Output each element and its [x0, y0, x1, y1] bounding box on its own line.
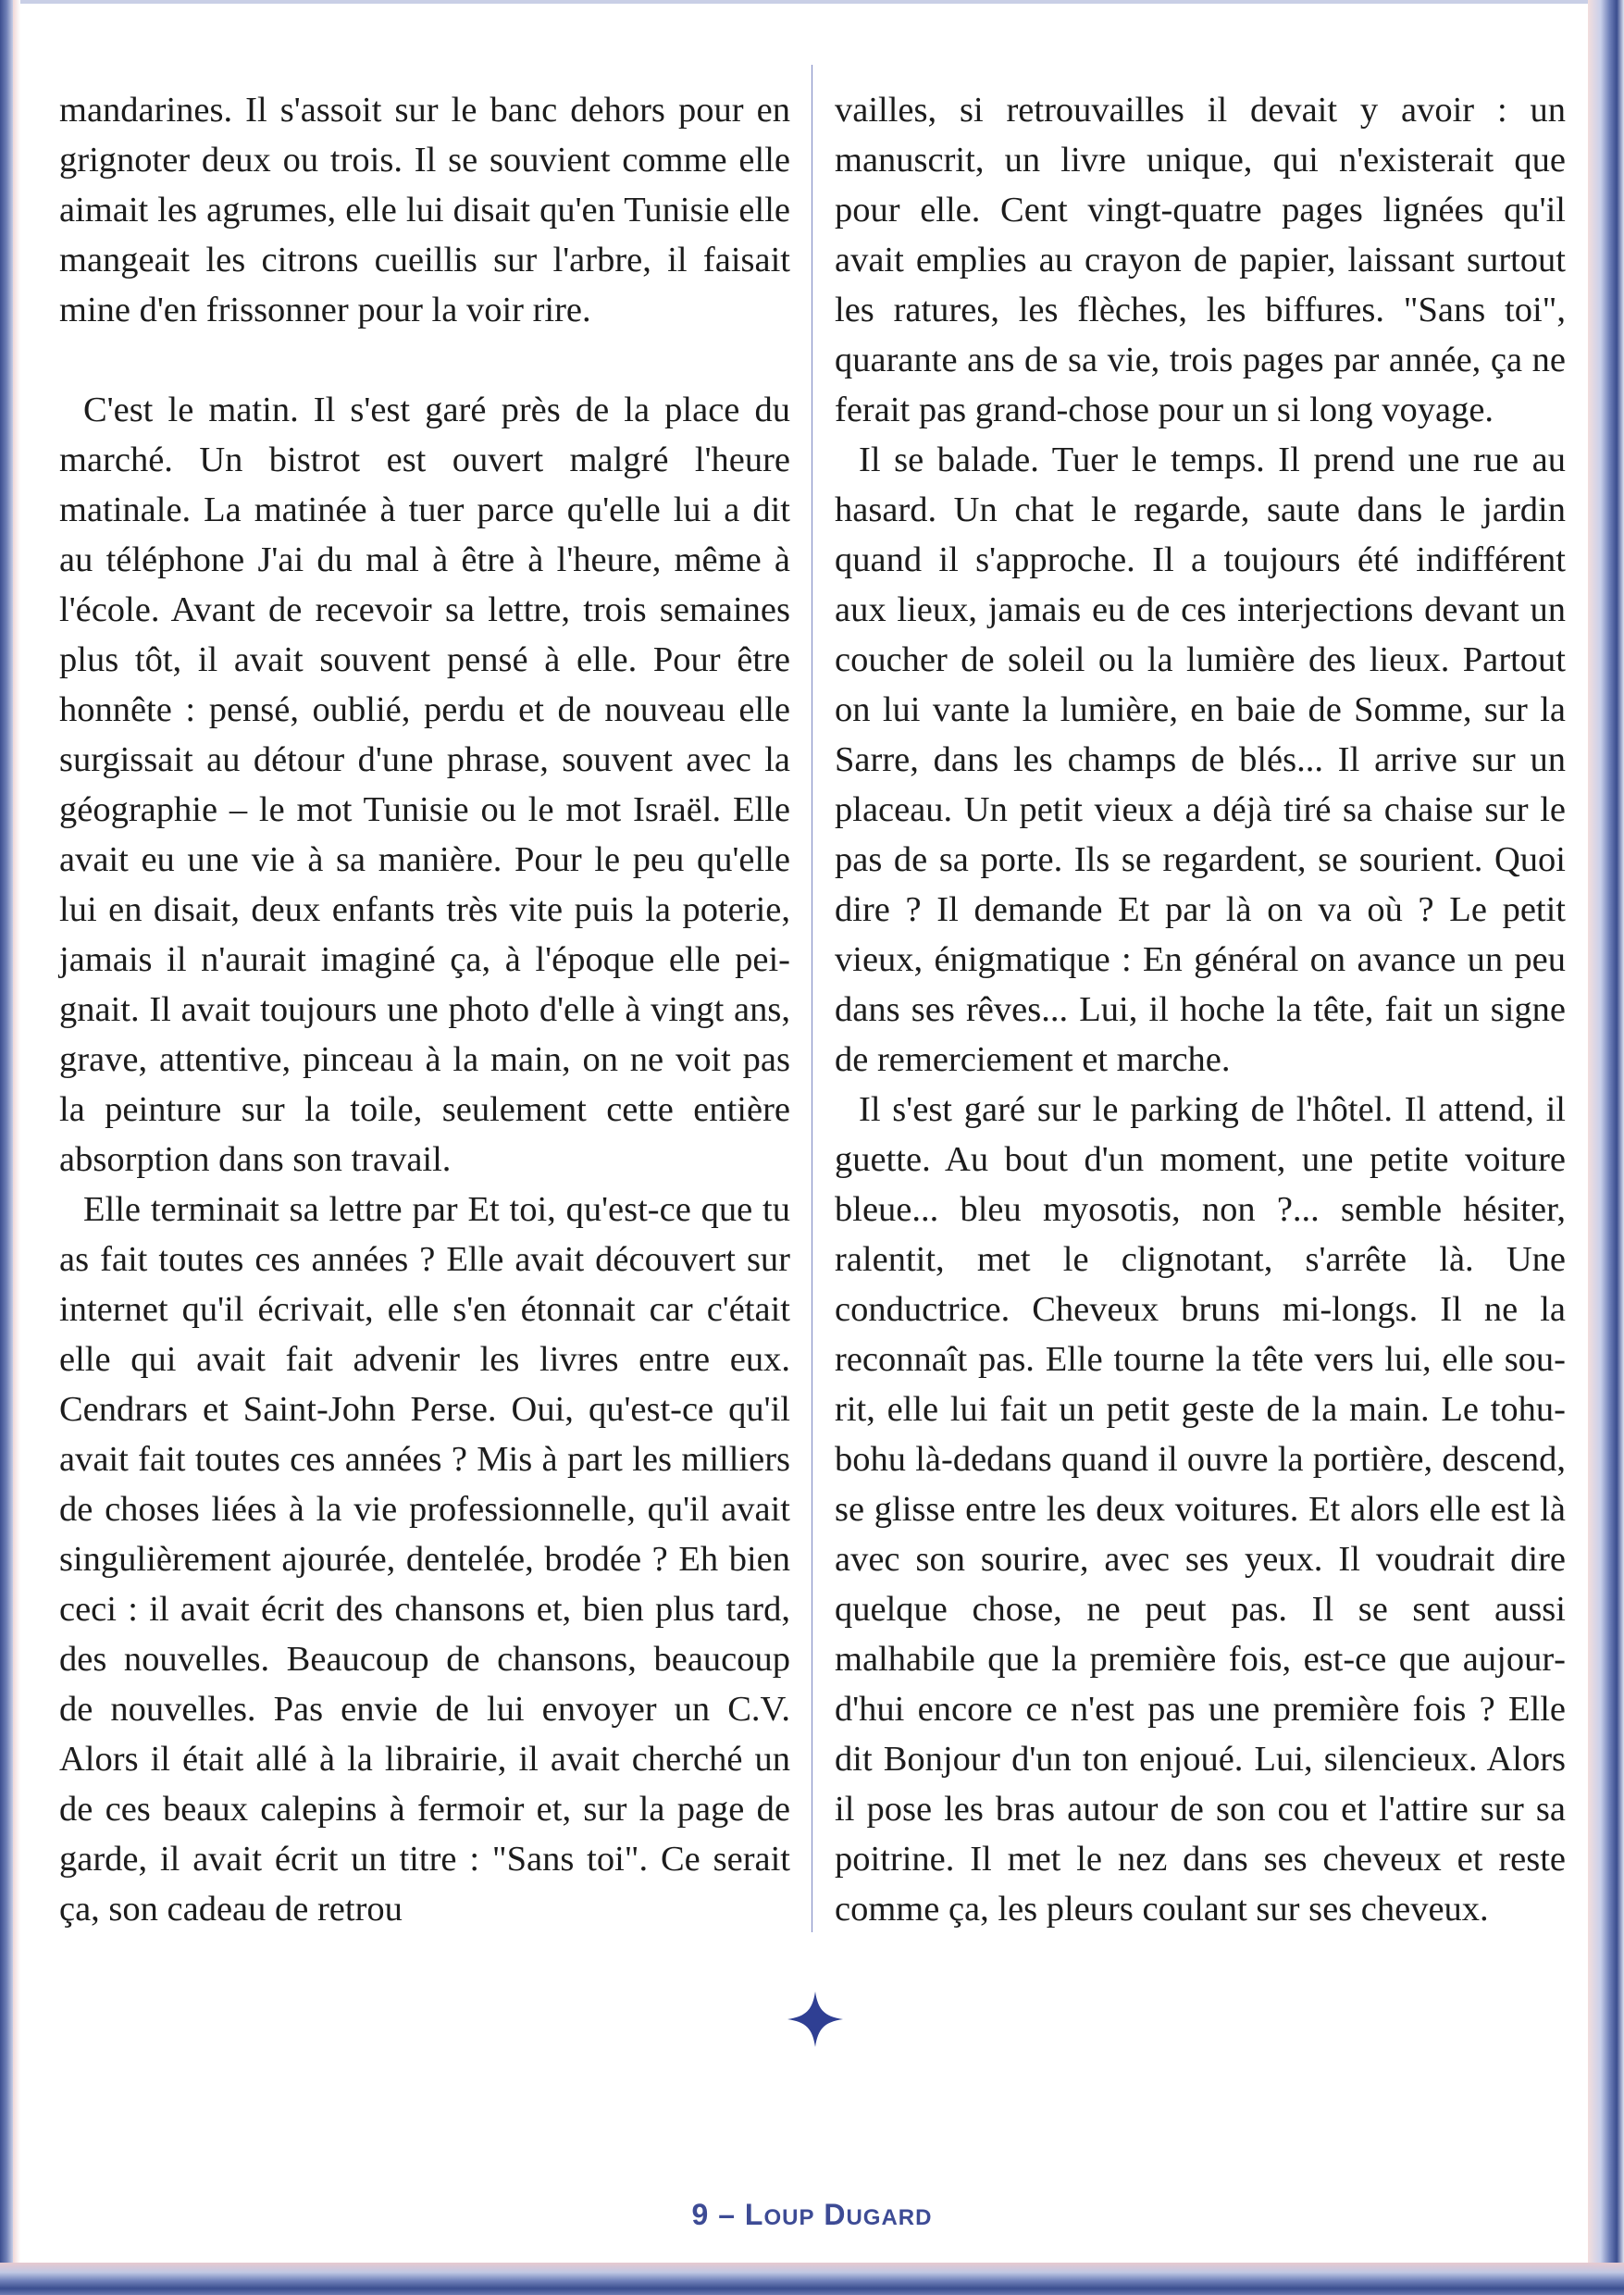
paragraph: Elle terminait sa lettre par Et toi, qu'est-ce que tu as fait toutes ces années ? Elle avait découvert sur internet qu'il écrivait, elle s'en étonnait car c'était elle qui avait fait advenir les livres entre eux. Cendrars et Saint-John Perse. Oui, qu'est-ce qu'il avait fait toutes ces années ? Mis à part les milliers de choses liées à la vie professionnelle, qu'il avait singulièrement ajourée, dentelée, brodée ? Eh bien ceci : il avait écrit des chansons et, bien plus tard, des nouvelles. Beaucoup de chansons, beaucoup de nouvelles. Pas envie de lui envoyer un C.V. Alors il était allé à la librairie, il avait cherché un de ces beaux calepins à fermoir et, sur la page de garde, il avait écrit un titre : "Sans toi". Ce serait ça, son cadeau de retrou	[59, 1190, 790, 1929]
author-name: LOUP DUGARD	[744, 2198, 933, 2231]
footer-separator: –	[718, 2198, 737, 2231]
page-border-left	[0, 0, 13, 2295]
page-border-left-inner	[13, 0, 20, 2295]
paragraph: Il s'est garé sur le parking de l'hôtel. Il attend, il guette. Au bout d'un moment, une petite voiture bleue... bleu myosotis, non ?... semble hésiter, ralentit, met le clignotant, s'arrête là. Une conductrice. Cheveux bruns mi-longs. Il ne la reconnaît pas. Elle tourne la tête vers lui, elle sourit, elle lui fait un petit geste de la main. Le tohubohu là-dedans quand il ouvre la portière, descend, se glisse entre les deux voitures. Et alors elle est là avec son sourire, avec ses yeux. Il voudrait dire quelque chose, ne peut pas. Il se sent aussi malhabile que la première fois, est-ce que aujourd'hui encore ce n'est pas une première fois ? Elle dit Bonjour d'un ton enjoué. Lui, silencieux. Alors il pose les bras autour de son cou et l'attire sur sa poitrine. Il met le nez dans ses cheveux et reste comme ça, les pleurs coulant sur ses cheveux.	[835, 1090, 1566, 1929]
paragraph: vailles, si retrouvailles il devait y avoir : un manuscrit, un livre unique, qui n'existerait que pour elle. Cent vingt-quatre pages lignées qu'il avait emplies au crayon de papier, laissant surtout les ratures, les flèches, les biffures. "Sans toi", quarante ans de sa vie, trois pages par année, ça ne ferait pas grand-chose pour un si long voyage.	[835, 91, 1566, 429]
text-column-right	[835, 85, 1566, 1934]
text-column-left	[59, 85, 790, 1934]
page-number: 9	[691, 2198, 710, 2231]
page-border-right	[1588, 0, 1624, 2295]
page-border-bottom	[0, 2263, 1624, 2295]
paragraph: mandarines. Il s'assoit sur le banc dehors pour en grignoter deux ou trois. Il se souvient comme elle aimait les agrumes, elle lui disait qu'en Tunisie elle mangeait les citrons cueillis sur l'arbre, il faisait mine d'en frissonner pour la voir rire.	[59, 91, 790, 329]
page-footer	[0, 2198, 1624, 2232]
page-border-top	[0, 0, 1624, 4]
four-point-star-icon	[787, 1991, 843, 2047]
paragraph: Il se balade. Tuer le temps. Il prend une rue au hasard. Un chat le regarde, saute dans le jardin quand il s'approche. Il a toujours été indifférent aux lieux, jamais eu de ces interjections devant un coucher de soleil ou la lumière des lieux. Partout on lui vante la lumière, en baie de Somme, sur la Sarre, dans les champs de blés... Il arrive sur un placeau. Un petit vieux a déjà tiré sa chaise sur le pas de sa porte. Ils se regardent, se sourient. Quoi dire ? Il demande Et par là on va où ? Le petit vieux, énigmatique : En général on avance un peu dans ses rêves... Lui, il hoche la tête, fait un signe de remerciement et marche.	[835, 440, 1566, 1079]
paragraph: C'est le matin. Il s'est garé près de la place du marché. Un bistrot est ouvert malgré l'heure matinale. La matinée à tuer parce qu'elle lui a dit au téléphone J'ai du mal à être à l'heure, même à l'école. Avant de recevoir sa lettre, trois semaines plus tôt, il avait souvent pensé à elle. Pour être honnête : pensé, oublié, perdu et de nouveau elle surgissait au détour d'une phrase, souvent avec la géographie – le mot Tunisie ou le mot Israël. Elle avait eu une vie à sa manière. Pour le peu qu'elle lui en disait, deux enfants très vite puis la poterie, jamais il n'aurait imaginé ça, à l'époque elle peignait. Il avait toujours une photo d'elle à vingt ans, grave, attentive, pinceau à la main, on ne voit pas la peinture sur la toile, seulement cette entière absorption dans son travail.	[59, 391, 790, 1179]
